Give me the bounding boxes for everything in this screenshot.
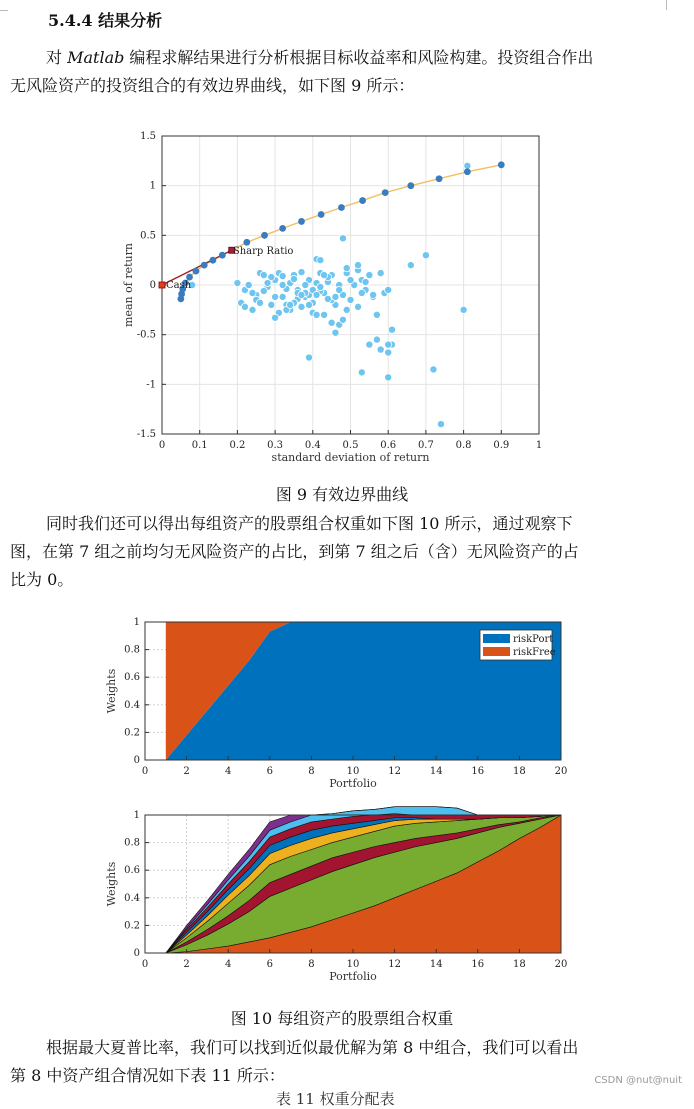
frontier-point [498, 161, 505, 168]
asset-point [347, 296, 354, 303]
legend-swatch-riskPort [483, 634, 510, 643]
asset-point [332, 293, 339, 300]
y-tick-label: -0.5 [136, 329, 156, 341]
frontier-point [193, 268, 200, 275]
frontier-point [219, 252, 226, 259]
x-tick-label: 0.1 [191, 440, 208, 451]
asset-point [321, 271, 328, 278]
x-tick-label: 6 [266, 959, 273, 970]
asset-point [366, 341, 373, 348]
asset-point [430, 366, 437, 373]
asset-point [264, 279, 271, 286]
asset-point [272, 314, 279, 321]
x-tick-label: 4 [225, 766, 232, 777]
asset-point [354, 303, 361, 310]
y-tick-label: 1 [133, 810, 140, 821]
asset-point [373, 311, 380, 318]
asset-point [385, 349, 392, 356]
legend-label-riskPort: riskPort [513, 634, 554, 645]
asset-point [407, 262, 414, 269]
asset-point [366, 271, 373, 278]
asset-point [388, 326, 395, 333]
sharpe-ratio-annotation: Sharp Ratio [232, 246, 294, 258]
asset-point [377, 269, 384, 276]
x-tick-label: 2 [183, 766, 190, 777]
asset-point [313, 311, 320, 318]
paragraph-1-line-1: 对 Matlab 编程求解结果进行分析根据目标收益率和风险构建。投资组合作出 [46, 48, 594, 67]
asset-point [437, 420, 444, 427]
x-tick-label: 12 [388, 766, 401, 777]
y-tick-label: 1 [133, 617, 140, 628]
asset-point [358, 289, 365, 296]
asset-point [362, 278, 369, 285]
frontier-point [382, 189, 389, 196]
x-tick-label: 18 [513, 959, 526, 970]
asset-point [268, 301, 275, 308]
section-heading: 5.4.4 结果分析 [48, 11, 163, 30]
x-axis-label: standard deviation of return [271, 451, 430, 464]
x-tick-label: 0.4 [304, 440, 321, 451]
page-margin-mark [666, 0, 667, 10]
y-tick-label: 0.6 [124, 672, 140, 684]
x-tick-label: 8 [308, 959, 315, 970]
x-tick-label: 1 [535, 440, 543, 451]
y-tick-label: 0 [133, 755, 140, 766]
asset-point [332, 329, 339, 336]
y-tick-label: -1.5 [136, 429, 156, 440]
frontier-point [436, 175, 443, 182]
x-tick-label: 2 [183, 959, 190, 970]
asset-point [313, 291, 320, 298]
y-tick-label: 0.8 [124, 837, 140, 849]
frontier-point [201, 262, 208, 269]
cash-marker [159, 282, 165, 288]
asset-point [279, 281, 286, 288]
paragraph-3 [10, 1034, 680, 1090]
asset-point [298, 291, 305, 298]
frontier-point [338, 204, 345, 211]
page-corner-mark [0, 10, 8, 11]
paragraph-3-line-2: 第 8 中资产组合情况如下表 11 所示： [10, 1066, 285, 1085]
asset-point [290, 275, 297, 282]
risk-weights-chart [0, 612, 694, 797]
asset-point [385, 286, 392, 293]
y-tick-label: 1 [149, 180, 156, 192]
asset-point [328, 319, 335, 326]
frontier-point [359, 197, 366, 204]
matlab-term: Matlab [67, 48, 125, 67]
x-tick-label: 20 [554, 959, 568, 970]
asset-point [385, 374, 392, 381]
asset-weights-chart [0, 805, 694, 990]
asset-point [321, 311, 328, 318]
asset-point [287, 301, 294, 308]
frontier-point [318, 211, 325, 218]
table-caption-cutoff: 表 11 权重分配表 [276, 1090, 395, 1108]
x-tick-label: 20 [554, 766, 568, 777]
asset-point [272, 293, 279, 300]
asset-point [260, 271, 267, 278]
y-tick-label: 0.2 [124, 920, 140, 932]
x-tick-label: 0 [158, 440, 166, 451]
legend-swatch-riskFree [483, 647, 510, 656]
y-tick-label: 0.8 [124, 644, 140, 656]
x-tick-label: 8 [308, 766, 315, 777]
y-tick-label: 0.5 [140, 230, 156, 242]
asset-point [464, 162, 471, 169]
y-axis-label: Weights [105, 668, 118, 714]
x-tick-label: 16 [471, 766, 485, 777]
asset-point [343, 265, 350, 272]
x-axis-label: Portfolio [329, 970, 377, 983]
x-tick-label: 0 [141, 766, 149, 777]
x-tick-label: 0.9 [493, 440, 510, 451]
x-tick-label: 6 [266, 766, 273, 777]
y-tick-label: -1 [146, 379, 156, 391]
frontier-point [243, 239, 250, 246]
asset-point [460, 306, 467, 313]
cash-annotation: Cash [166, 280, 192, 291]
y-tick-label: 0 [133, 948, 140, 959]
x-tick-label: 0.2 [229, 440, 246, 451]
legend-label-riskFree: riskFree [513, 647, 556, 658]
x-tick-label: 12 [388, 959, 401, 970]
asset-point [324, 295, 331, 302]
y-tick-label: 0.4 [124, 892, 140, 904]
figure-9-caption: 图 9 有效边界曲线 [275, 485, 409, 504]
frontier-point [407, 182, 414, 189]
asset-point [234, 279, 241, 286]
asset-point [347, 276, 354, 283]
y-tick-label: 1.5 [140, 131, 156, 142]
frontier-point [209, 257, 216, 264]
watermark: CSDN @nut@nuit [594, 1075, 682, 1086]
asset-point [302, 281, 309, 288]
x-tick-label: 0.6 [380, 440, 397, 451]
y-axis-label: mean of return [122, 243, 135, 327]
paragraph-2-line-1: 同时我们还可以得出每组资产的股票组合权重如下图 10 所示，通过观察下 [46, 514, 573, 533]
asset-point [305, 354, 312, 361]
asset-point [370, 291, 377, 298]
x-axis-label: Portfolio [329, 777, 377, 790]
asset-point [339, 316, 346, 323]
x-tick-label: 0.8 [455, 440, 472, 451]
asset-point [343, 306, 350, 313]
asset-point [298, 268, 305, 275]
figure-10-caption: 图 10 每组资产的股票组合权重 [230, 1009, 454, 1028]
paragraph-2-line-2: 图，在第 7 组之前均匀无风险资产的占比，到第 7 组之后（含）无风险资产的占 [10, 542, 579, 561]
x-tick-label: 10 [346, 766, 360, 777]
asset-point [305, 301, 312, 308]
x-tick-label: 0 [141, 959, 149, 970]
paragraph-3-line-1: 根据最大夏普比率，我们可以找到近似最优解为第 8 中组合，我们可以看出 [46, 1038, 579, 1057]
asset-point [422, 252, 429, 259]
paragraph-1-line-2: 无风险资产的投资组合的有效边界曲线，如下图 9 所示： [10, 76, 415, 95]
asset-point [354, 262, 361, 269]
asset-point [373, 336, 380, 343]
x-tick-label: 4 [225, 959, 232, 970]
x-tick-label: 0.5 [342, 440, 359, 451]
asset-point [317, 257, 324, 264]
frontier-point [279, 225, 286, 232]
paragraph-1 [10, 44, 680, 100]
x-tick-label: 14 [429, 959, 443, 970]
frontier-point [298, 218, 305, 225]
asset-point [377, 346, 384, 353]
asset-point [249, 306, 256, 313]
y-axis-label: Weights [105, 861, 118, 907]
asset-point [249, 289, 256, 296]
asset-point [256, 299, 263, 306]
y-tick-label: 0 [149, 280, 156, 291]
asset-point [385, 341, 392, 348]
asset-point [279, 293, 286, 300]
asset-point [339, 235, 346, 242]
frontier-point [464, 168, 471, 175]
frontier-point [261, 232, 268, 239]
y-tick-label: 0.6 [124, 865, 140, 877]
asset-point [260, 287, 267, 294]
paragraph-2-line-3: 比为 0。 [10, 570, 74, 589]
asset-point [279, 272, 286, 279]
asset-point [298, 303, 305, 310]
asset-point [358, 369, 365, 376]
x-tick-label: 14 [429, 766, 443, 777]
x-tick-label: 10 [346, 959, 360, 970]
asset-point [245, 281, 252, 288]
paragraph-2 [10, 510, 680, 594]
frontier-line [181, 165, 501, 299]
y-tick-label: 0.2 [124, 727, 140, 739]
asset-point [336, 286, 343, 293]
efficient-frontier-chart [0, 130, 694, 470]
x-tick-label: 0.7 [417, 440, 434, 451]
x-tick-label: 0.3 [267, 440, 284, 451]
y-tick-label: 0.4 [124, 699, 140, 711]
x-tick-label: 18 [513, 766, 526, 777]
x-tick-label: 16 [471, 959, 485, 970]
asset-point [241, 303, 248, 310]
asset-point [317, 283, 324, 290]
